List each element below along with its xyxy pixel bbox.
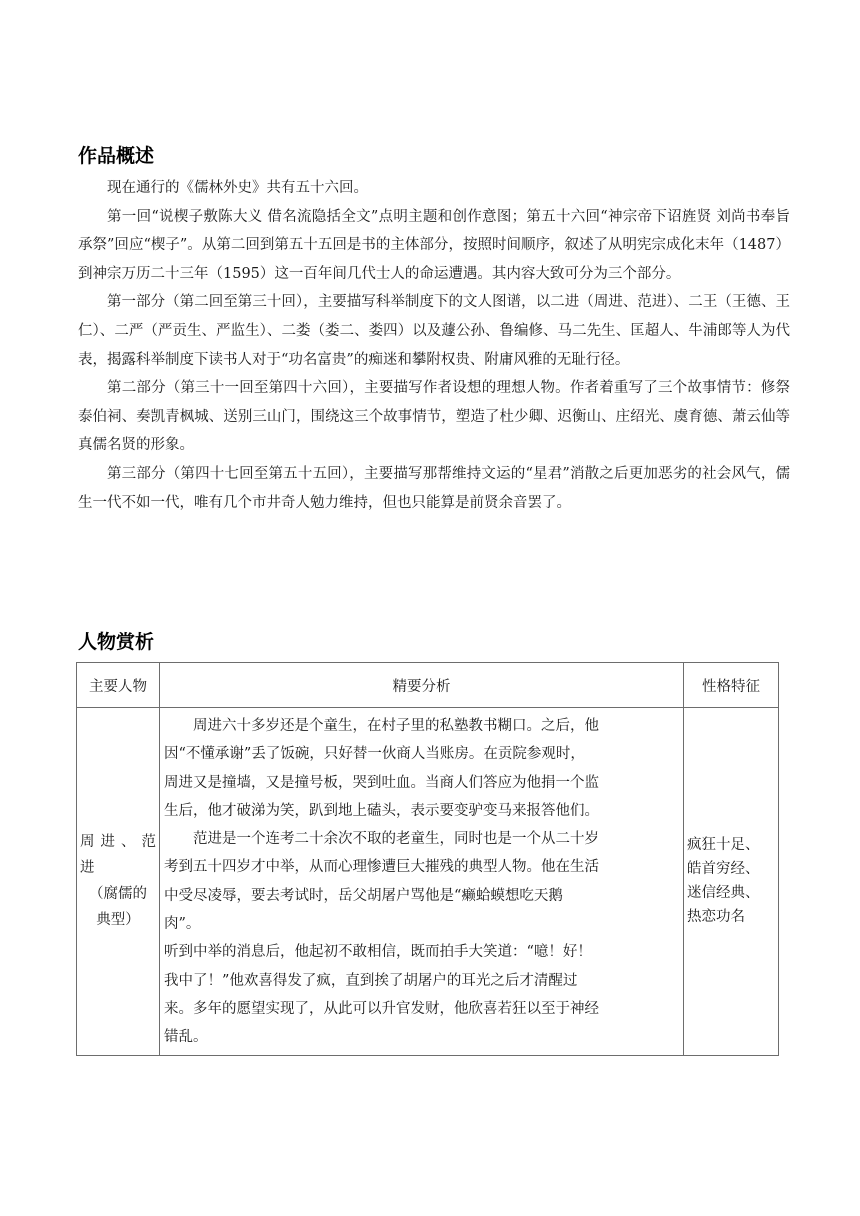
table-row [77,708,779,1056]
trait-item: 皓首穷经、 [687,861,760,878]
overview-paragraph: 现在通行的《儒林外史》共有五十六回。 [107,180,368,196]
analysis-line: 考到五十四岁才中举，从而心理惨遭巨大摧残的典型人物。他在生活 [164,859,599,876]
analysis-line: 听到中举的消息后，他起初不敢相信，既而拍手大笑道：“噫！好！ [164,944,592,961]
analysis-line: 我中了！”他欢喜得发了疯，直到挨了胡屠户的耳光之后才清醒过 [164,972,578,989]
overview-paragraph: 第一部分（第二回至第三十回），主要描写科举制度下的文人图谱，以二进（周进、范进）、二王（王德、王仁）、二严（严贡生、严监生）、二娄（娄二、娄四）以及蘧公孙、鲁编修、马二先生、匡超人、牛浦郎等人为代表，揭露科举制度下读书人对于“功名富贵”的痴迷和攀附权贵、附庸风雅的无耻行径。 [78,294,790,368]
overview-paragraph: 第二部分（第三十一回至第四十六回），主要描写作者设想的理想人物。作者着重写了三个故事情节：修祭泰伯祠、奏凯青枫城、送别三山门，围绕这三个故事情节，塑造了杜少卿、迟衡山、庄绍光、虞育德、萧云仙等真儒名贤的形象。 [78,380,790,454]
analysis-line: 中受尽凌辱，要去考试时，岳父胡屠户骂他是“癞蛤蟆想吃天鹅 [164,887,563,904]
analysis-line: 周进又是撞墙，又是撞号板，哭到吐血。当商人们答应为他捐一个监 [164,774,599,791]
trait-item: 疯狂十足、 [687,837,760,854]
analysis-line: 周进六十多岁还是个童生，在村子里的私塾教书糊口。之后，他 [193,718,599,734]
character-name-cell [77,708,160,1056]
analysis-line: 因“不懂承谢”丢了饭碗，只好替一伙商人当账房。在贡院参观时， [164,746,585,763]
character-name: 周进、范 [80,834,156,851]
characters-heading: 人物赏析 [78,631,155,653]
table-header-row [77,663,779,708]
header-main-character: 主要人物 [77,663,160,708]
analysis-line: 生后，他才破涕为笑，趴到地上磕头，表示要变驴变马来报答他们。 [164,802,599,819]
character-analysis-cell [160,708,684,1056]
analysis-line: 肉”。 [164,916,201,933]
overview-body [78,174,790,517]
character-traits-cell [684,708,779,1056]
analysis-line: 范进是一个连考二十余次不取的老童生，同时也是一个从二十岁 [193,831,599,848]
trait-item: 迷信经典、 [687,885,760,902]
overview-heading: 作品概述 [78,145,155,167]
analysis-line: 错乱。 [164,1029,208,1046]
header-analysis: 精要分析 [160,663,684,708]
character-type: （腐儒的 [89,886,147,903]
header-traits: 性格特征 [684,663,779,708]
overview-paragraph: 第三部分（第四十七回至第五十五回），主要描写那帮维持文运的“星君”消散之后更加恶劣的社会风气，儒生一代不如一代，唯有几个市井奇人勉力维持，但也只能算是前贤余音罢了。 [78,465,790,511]
character-name: 进 [80,860,95,877]
character-table [76,662,779,1056]
trait-item: 热恋功名 [687,909,745,926]
overview-paragraph: 第一回“说楔子敷陈大义 借名流隐括全文”点明主题和创作意图；第五十六回“神宗帝下诏旌贤 刘尚书奉旨承祭”回应“楔子”。从第二回到第五十五回是书的主体部分，按照时间顺序，叙述了从明宪宗成化末年（1487）到神宗万历二十三年（1595）这一百年间几代士人的命运遭遇。其内容大致可分为三个部分。 [78,208,790,282]
analysis-line: 来。多年的愿望实现了，从此可以升官发财，他欣喜若狂以至于神经 [164,1000,599,1017]
character-type: 典型） [96,912,140,929]
